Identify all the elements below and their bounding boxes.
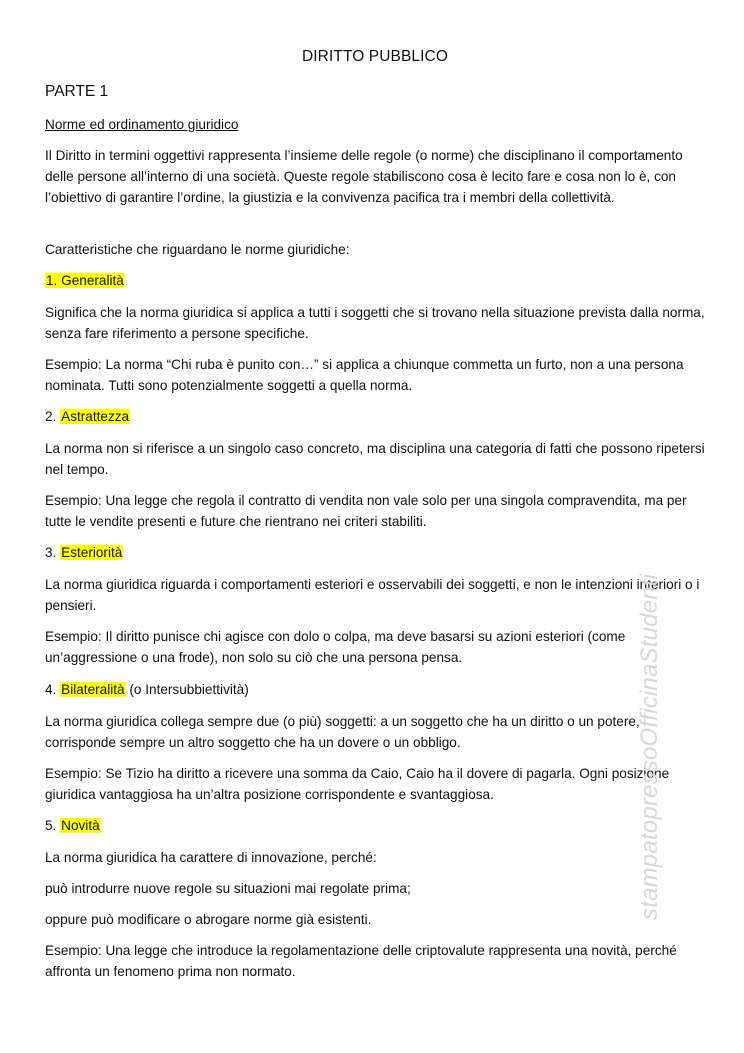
item-heading-astrattezza xyxy=(45,406,705,427)
item-number: 2. xyxy=(45,409,61,424)
characteristics-intro: Caratteristiche che riguardano le norme giuridiche: xyxy=(45,242,350,257)
item-example: Esempio: La norma “Chi ruba è punito con…” si applica a chiunque commetta un furto, non a una persona nominata. Tutti sono potenzialmente soggetti a quella norma. xyxy=(45,357,684,393)
item-name: Novità xyxy=(61,818,100,833)
item-number: 3. xyxy=(45,545,61,560)
item-heading-esteriorita xyxy=(45,542,705,563)
item-name: Astrattezza xyxy=(61,409,130,424)
item-heading-generalita xyxy=(45,270,705,291)
item-name: Esteriorità xyxy=(61,545,123,560)
item-example: Esempio: Una legge che regola il contratto di vendita non vale solo per una singola compravendita, ma per tutte le vendite presenti e future che rientrano nei criteri stabiliti. xyxy=(45,493,687,529)
item-number: 1. xyxy=(46,273,62,288)
item-point: può introdurre nuove regole su situazioni mai regolate prima; xyxy=(45,881,411,896)
item-description: Significa che la norma giuridica si applica a tutti i soggetti che si trovano nella situazione prevista dalla norma, senza fare riferimento a persone specifiche. xyxy=(45,305,705,341)
item-description: La norma giuridica collega sempre due (o più) soggetti: a un soggetto che ha un diritto o un potere, corrisponde sempre un altro soggetto che ha un dovere o un obbligo. xyxy=(45,714,640,750)
item-heading-novita xyxy=(45,815,705,836)
intro-paragraph: Il Diritto in termini oggettivi rappresenta l’insieme delle regole (o norme) che disciplinano il comportamento delle persone all’interno di una società. Queste regole stabiliscono cosa è lecito fare e cosa non lo è, con l’obiettivo di garantire l’ordine, la giustizia e la convivenza pacifica tra i membri della collettività. xyxy=(45,148,683,205)
watermark xyxy=(636,540,663,920)
watermark-text: stampatopressoOfficinaStudenti xyxy=(636,573,663,920)
item-suffix: (o Intersubbiettività) xyxy=(125,682,249,697)
item-number: 5. xyxy=(45,818,61,833)
item-heading-bilateralita xyxy=(45,679,705,700)
item-description: La norma giuridica ha carattere di innovazione, perché: xyxy=(45,850,377,865)
section-heading: Norme ed ordinamento giuridico xyxy=(45,117,239,132)
item-name: Bilateralità xyxy=(61,682,125,697)
document-title: DIRITTO PUBBLICO xyxy=(301,48,448,65)
item-example: Esempio: Il diritto punisce chi agisce con dolo o colpa, ma deve basarsi su azioni esteriori (come un’aggressione o una frode), non solo su ciò che una persona pensa. xyxy=(45,629,626,665)
item-highlight xyxy=(45,273,125,288)
item-example: Esempio: Una legge che introduce la regolamentazione delle criptovalute rappresenta una novità, perché affronta un fenomeno prima non normato. xyxy=(45,943,677,979)
item-example: Esempio: Se Tizio ha diritto a ricevere una somma da Caio, Caio ha il dovere di pagarla. Ogni posizione giuridica vantaggiosa ha un’altra posizione corrispondente e svantaggiosa. xyxy=(45,766,670,802)
part-heading: PARTE 1 xyxy=(45,83,109,100)
item-description: La norma non si riferisce a un singolo caso concreto, ma disciplina una categoria di fatti che possono ripetersi nel tempo. xyxy=(45,441,705,477)
item-number: 4. xyxy=(45,682,61,697)
item-description: La norma giuridica riguarda i comportamenti esteriori e osservabili dei soggetti, e non le intenzioni interiori o i pensieri. xyxy=(45,577,700,613)
item-point: oppure può modificare o abrogare norme già esistenti. xyxy=(45,912,372,927)
item-name: Generalità xyxy=(61,273,124,288)
